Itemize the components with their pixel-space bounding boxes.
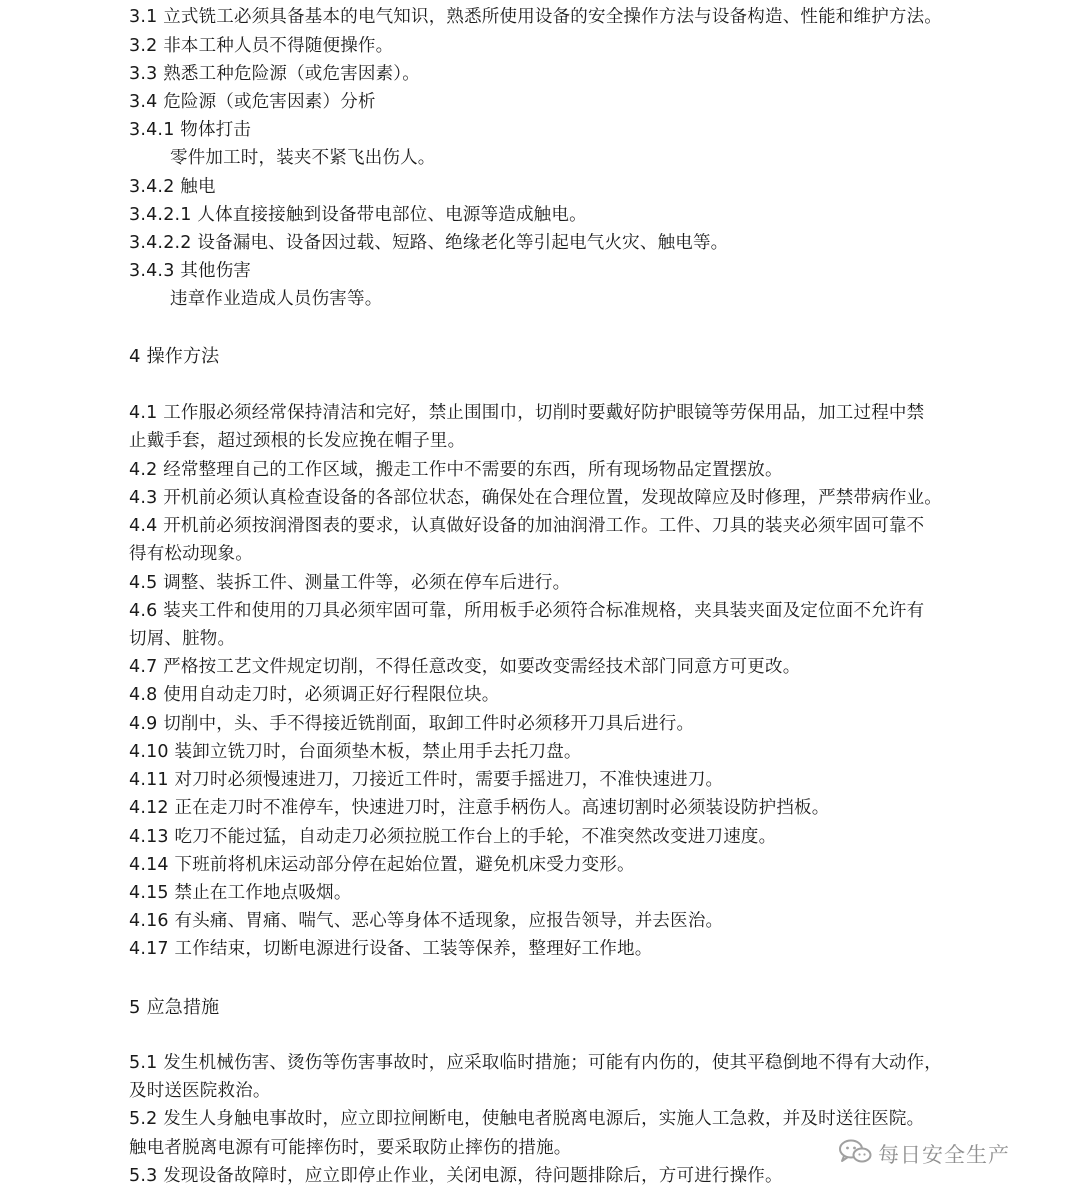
text-line: 违章作业造成人员伤害等。 xyxy=(170,289,383,309)
wechat-icon xyxy=(838,1138,872,1170)
text-line: 切屑、脏物。 xyxy=(129,629,236,649)
text-line: 5.3 发现设备故障时，应立即停止作业，关闭电源，待问题排除后，方可进行操作。 xyxy=(129,1166,783,1186)
text-line: 3.4.2.2 设备漏电、设备因过载、短路、绝缘老化等引起电气火灾、触电等。 xyxy=(129,233,729,253)
text-line: 4.5 调整、装拆工件、测量工件等，必须在停车后进行。 xyxy=(129,573,571,593)
text-line: 触电者脱离电源有可能摔伤时，要采取防止摔伤的措施。 xyxy=(129,1138,572,1158)
text-line: 3.3 熟悉工种危险源（或危害因素）。 xyxy=(129,64,420,84)
text-line: 得有松动现象。 xyxy=(129,544,253,564)
text-line: 3.1 立式铣工必须具备基本的电气知识，熟悉所使用设备的安全操作方法与设备构造、性能和维护方法。 xyxy=(129,7,942,27)
text-line: 3.4.2.1 人体直接接触到设备带电部位、电源等造成触电。 xyxy=(129,205,587,225)
text-line: 及时送医院救治。 xyxy=(129,1081,271,1101)
text-line: 3.4.3 其他伤害 xyxy=(129,261,252,281)
watermark-text: 每日安全生产 xyxy=(878,1143,1010,1167)
text-line: 5.1 发生机械伤害、烫伤等伤害事故时，应采取临时措施；可能有内伤的，使其平稳倒地不得有大动作， xyxy=(129,1053,942,1073)
text-line: 4.13 吃刀不能过猛，自动走刀必须拉脱工作台上的手轮，不准突然改变进刀速度。 xyxy=(129,827,777,847)
text-line: 止戴手套，超过颈根的长发应挽在帽子里。 xyxy=(129,431,466,451)
text-line: 4.2 经常整理自己的工作区域，搬走工作中不需要的东西，所有现场物品定置摆放。 xyxy=(129,460,783,480)
section-heading: 4 操作方法 xyxy=(129,346,220,367)
text-line: 4.12 正在走刀时不准停车，快速进刀时，注意手柄伤人。高速切割时必须装设防护挡板。 xyxy=(129,798,830,818)
text-line: 4.14 下班前将机床运动部分停在起始位置，避免机床受力变形。 xyxy=(129,855,635,875)
text-line: 4.9 切削中，头、手不得接近铣削面，取卸工件时必须移开刀具后进行。 xyxy=(129,714,695,734)
text-line: 3.4.1 物体打击 xyxy=(129,120,252,140)
watermark xyxy=(838,1136,1010,1172)
text-line: 4.1 工作服必须经常保持清洁和完好，禁止围围巾，切削时要戴好防护眼镜等劳保用品，加工过程中禁 xyxy=(129,403,925,423)
text-line: 3.2 非本工种人员不得随便操作。 xyxy=(129,36,394,56)
section-heading: 5 应急措施 xyxy=(129,997,220,1018)
text-line: 4.3 开机前必须认真检查设备的各部位状态，确保处在合理位置，发现故障应及时修理，严禁带病作业。 xyxy=(129,488,942,508)
text-line: 3.4.2 触电 xyxy=(129,177,216,197)
text-line: 4.15 禁止在工作地点吸烟。 xyxy=(129,883,352,903)
text-line: 零件加工时，装夹不紧飞出伤人。 xyxy=(170,148,436,168)
text-line: 4.10 装卸立铣刀时，台面须垫木板，禁止用手去托刀盘。 xyxy=(129,742,582,762)
text-line: 3.4 危险源（或危害因素）分析 xyxy=(129,92,376,112)
text-line: 4.8 使用自动走刀时，必须调正好行程限位块。 xyxy=(129,685,500,705)
text-line: 5.2 发生人身触电事故时，应立即拉闸断电，使触电者脱离电源后，实施人工急救，并及时送往医院。 xyxy=(129,1109,925,1129)
text-line: 4.7 严格按工艺文件规定切削，不得任意改变，如要改变需经技术部门同意方可更改。 xyxy=(129,657,801,677)
text-line: 4.6 装夹工件和使用的刀具必须牢固可靠，所用板手必须符合标准规格，夹具装夹面及定位面不允许有 xyxy=(129,601,925,621)
text-line: 4.16 有头痛、胃痛、喘气、恶心等身体不适现象，应报告领导，并去医治。 xyxy=(129,911,724,931)
text-line: 4.11 对刀时必须慢速进刀，刀接近工件时，需要手摇进刀，不准快速进刀。 xyxy=(129,770,724,790)
text-line: 4.17 工作结束，切断电源进行设备、工装等保养，整理好工作地。 xyxy=(129,939,653,959)
text-line: 4.4 开机前必须按润滑图表的要求，认真做好设备的加油润滑工作。工件、刀具的装夹必须牢固可靠不 xyxy=(129,516,925,536)
